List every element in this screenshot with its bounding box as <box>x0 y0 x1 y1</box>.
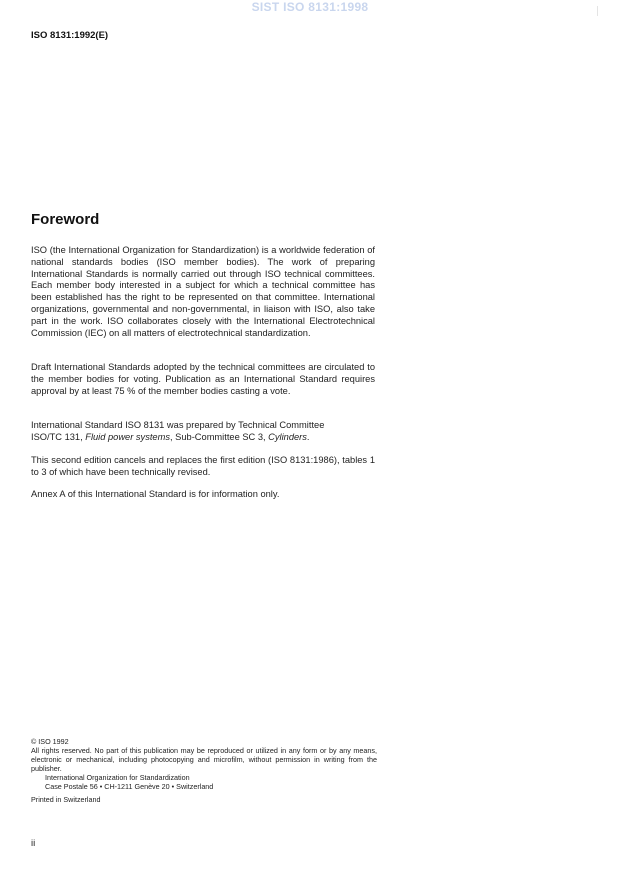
printed-in: Printed in Switzerland <box>31 795 101 804</box>
foreword-paragraph-5: Annex A of this International Standard is for information only. <box>31 489 280 499</box>
committee-title: Fluid power systems <box>85 431 170 442</box>
paragraph-3-text: . <box>306 431 310 442</box>
foreword-paragraph-2: Draft International Standards adopted by the technical committees are circulated to the member bodies for voting. Publication as an International Standard requires approval by at least 75 % of the member bodies casting a vote. <box>31 362 375 396</box>
organization-name: International Organization for Standardization <box>45 773 190 782</box>
section-heading: Foreword <box>31 211 100 228</box>
subcommittee-title: Cylinders <box>268 431 307 442</box>
page-number: ii <box>31 838 36 849</box>
paragraph-3-text: , Sub-Committee SC 3, <box>170 431 269 442</box>
foreword-paragraph-3 <box>31 420 375 444</box>
edge-mark <box>597 6 598 16</box>
paragraph-3-text: ISO/TC 131, <box>31 431 86 442</box>
paragraph-3-line-1: International Standard ISO 8131 was prepared by Technical Committee <box>31 420 325 430</box>
watermark: SIST ISO 8131:1998 <box>251 0 369 14</box>
organization-address: Case Postale 56 • CH-1211 Genève 20 • Switzerland <box>45 782 214 791</box>
document-id: ISO 8131:1992(E) <box>31 30 109 41</box>
foreword-paragraph-1: ISO (the International Organization for Standardization) is a worldwide federation of national standards bodies (ISO member bodies). The work of preparing International Standards is normally carried out through ISO technical committees. Each member body interested in a subject for which a technical committee has been established has the right to be represented on that committee. International organizations, governmental and non-governmental, in liaison with ISO, also take part in the work. ISO collaborates closely with the International Electrotechnical Commission (IEC) on all matters of electrotechnical standardization. <box>31 245 375 338</box>
copyright-block <box>31 737 377 804</box>
rights-statement: All rights reserved. No part of this publication may be reproduced or utilized in any form or by any means, electronic or mechanical, including photocopying and microfilm, without permission in writing from the publisher. <box>31 746 377 773</box>
foreword-paragraph-4: This second edition cancels and replaces the first edition (ISO 8131:1986), tables 1 to 3 of which have been technically revised. <box>31 455 375 477</box>
copyright-line: © ISO 1992 <box>31 737 69 746</box>
